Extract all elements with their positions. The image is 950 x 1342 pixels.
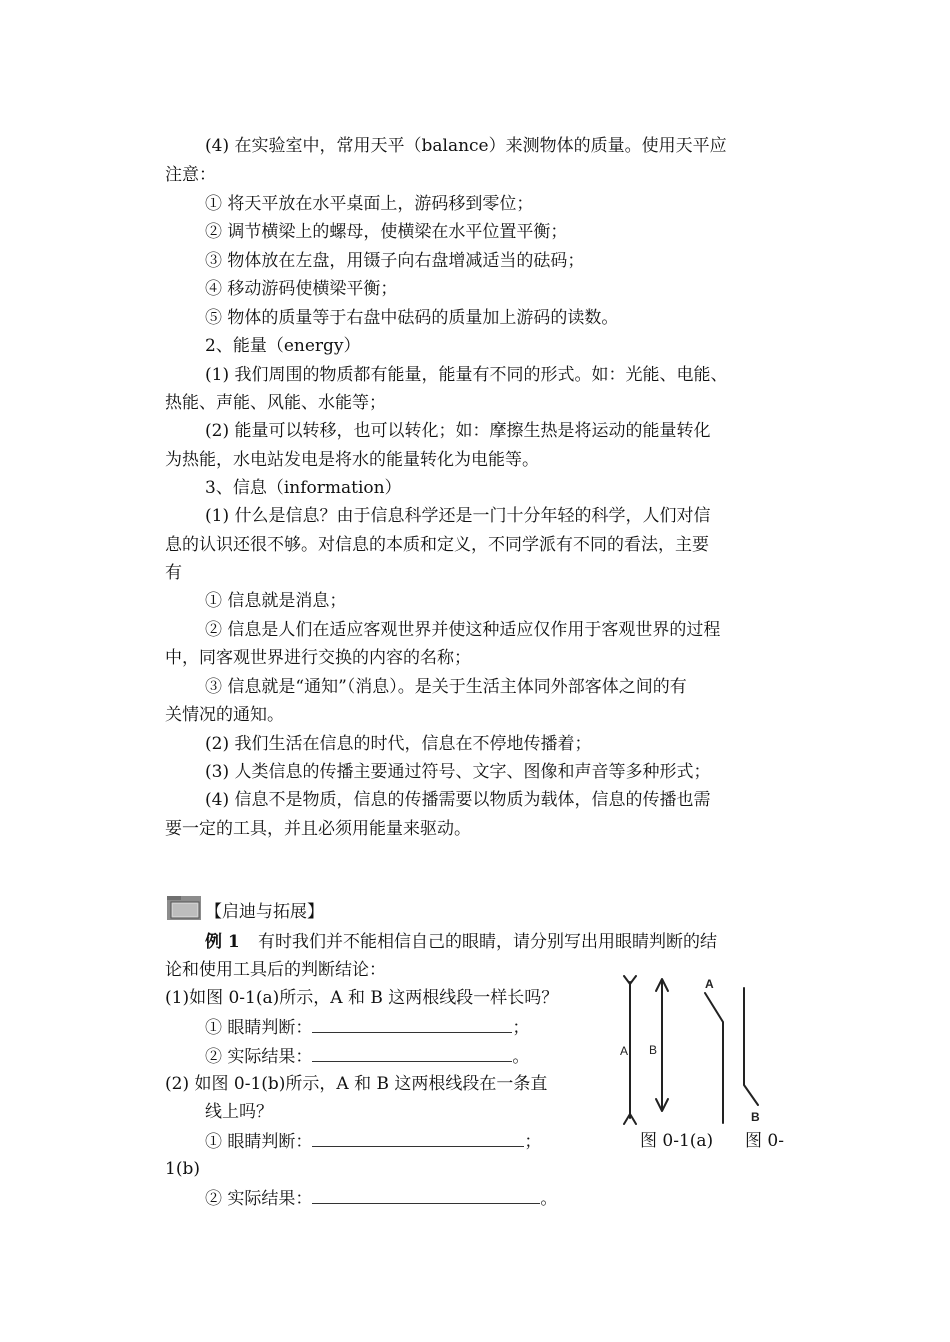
balance-line-2: 注意： (165, 165, 216, 185)
information-view-2b: 中，同客观世界进行交换的内容的名称； (165, 648, 471, 668)
information-para-2: (2) 我们生活在信息的时代，信息在不停地传播着； (205, 734, 592, 754)
balance-step-4: ④ 移动游码使横梁平衡； (205, 279, 398, 299)
information-para-4b: 要一定的工具，并且必须用能量来驱动。 (165, 819, 471, 839)
question-2-eye (205, 1130, 541, 1153)
question-1-real (205, 1045, 529, 1068)
segment-a (705, 993, 723, 1123)
information-para-1c: 有 (165, 563, 182, 583)
information-para-1b: 息的认识还很不够。对信息的本质和定义，不同学派有不同的看法，主要 (165, 535, 709, 555)
question-1-real-label: ② 实际结果： (205, 1047, 313, 1067)
fin-top (624, 976, 636, 984)
label-b-left: B (649, 1043, 658, 1057)
example-intro-a: 有时我们并不能相信自己的眼睛，请分别写出用眼睛判断的结 (258, 932, 717, 952)
question-2-eye-blank[interactable] (312, 1130, 524, 1147)
energy-heading: 2、能量（energy） (205, 336, 361, 356)
figure-caption-b-part1: 图 0- (745, 1131, 784, 1151)
figure-0-1 (600, 975, 800, 1125)
energy-para-1b: 热能、声能、风能、水能等； (165, 393, 386, 413)
question-1-eye (205, 1016, 529, 1039)
balance-step-3: ③ 物体放在左盘，用镊子向右盘增减适当的砝码； (205, 251, 585, 271)
question-1-real-end: 。 (512, 1047, 530, 1067)
question-2-real (205, 1187, 557, 1210)
information-para-3: (3) 人类信息的传播主要通过符号、文字、图像和声音等多种形式； (205, 762, 711, 782)
balance-step-5: ⑤ 物体的质量等于右盘中砝码的质量加上游码的读数。 (205, 308, 619, 328)
balance-step-1: ① 将天平放在水平桌面上，游码移到零位； (205, 194, 534, 214)
energy-para-1a: (1) 我们周围的物质都有能量，能量有不同的形式。如：光能、电能、 (205, 365, 728, 385)
balance-line-1: (4) 在实验室中，常用天平（balance）来测物体的质量。使用天平应 (205, 136, 727, 156)
question-1-real-blank[interactable] (312, 1045, 512, 1062)
question-2-eye-end: ； (524, 1132, 542, 1152)
question-1-eye-end: ； (512, 1018, 530, 1038)
question-2-eye-label: ① 眼睛判断： (205, 1132, 313, 1152)
question-2a: (2) 如图 0-1(b)所示，A 和 B 这两根线段在一条直 (165, 1074, 548, 1094)
energy-para-2a: (2) 能量可以转移，也可以转化；如：摩擦生热是将运动的能量转化 (205, 421, 711, 441)
information-view-1: ① 信息就是消息； (205, 591, 347, 611)
information-view-3b: 关情况的通知。 (165, 705, 284, 725)
question-2b: 线上吗？ (205, 1102, 273, 1122)
label-a-left: A (620, 1044, 629, 1058)
question-1-eye-blank[interactable] (312, 1016, 512, 1033)
folder-icon (166, 893, 202, 921)
example-label: 例 1 (205, 932, 240, 952)
information-para-4a: (4) 信息不是物质，信息的传播需要以物质为载体，信息的传播也需 (205, 790, 711, 810)
segment-b (744, 988, 758, 1105)
section-title: 【启迪与拓展】 (205, 902, 324, 922)
information-view-3a: ③ 信息就是“通知”（消息）。是关于生活主体同外部客体之间的有 (205, 677, 687, 697)
label-b-right: B (751, 1110, 760, 1124)
figure-caption-a: 图 0-1(a) (640, 1131, 714, 1151)
information-view-2a: ② 信息是人们在适应客观世界并使这种适应仅作用于客观世界的过程 (205, 620, 721, 640)
figure-caption-b-part2: 1(b) (165, 1159, 200, 1179)
question-2-real-end: 。 (540, 1189, 558, 1209)
question-2-real-blank[interactable] (312, 1187, 540, 1204)
question-1: (1)如图 0-1(a)所示，A 和 B 这两根线段一样长吗？ (165, 988, 559, 1008)
example-intro-b: 论和使用工具后的判断结论： (165, 960, 386, 980)
information-heading: 3、信息（information） (205, 478, 402, 498)
information-para-1a: (1) 什么是信息？由于信息科学还是一门十分年轻的科学，人们对信 (205, 506, 711, 526)
question-2-real-label: ② 实际结果： (205, 1189, 313, 1209)
balance-step-2: ② 调节横梁上的螺母，使横梁在水平位置平衡； (205, 222, 568, 242)
question-1-eye-label: ① 眼睛判断： (205, 1018, 313, 1038)
label-a-right: A (705, 977, 714, 991)
energy-para-2b: 为热能，水电站发电是将水的能量转化为电能等。 (165, 450, 539, 470)
